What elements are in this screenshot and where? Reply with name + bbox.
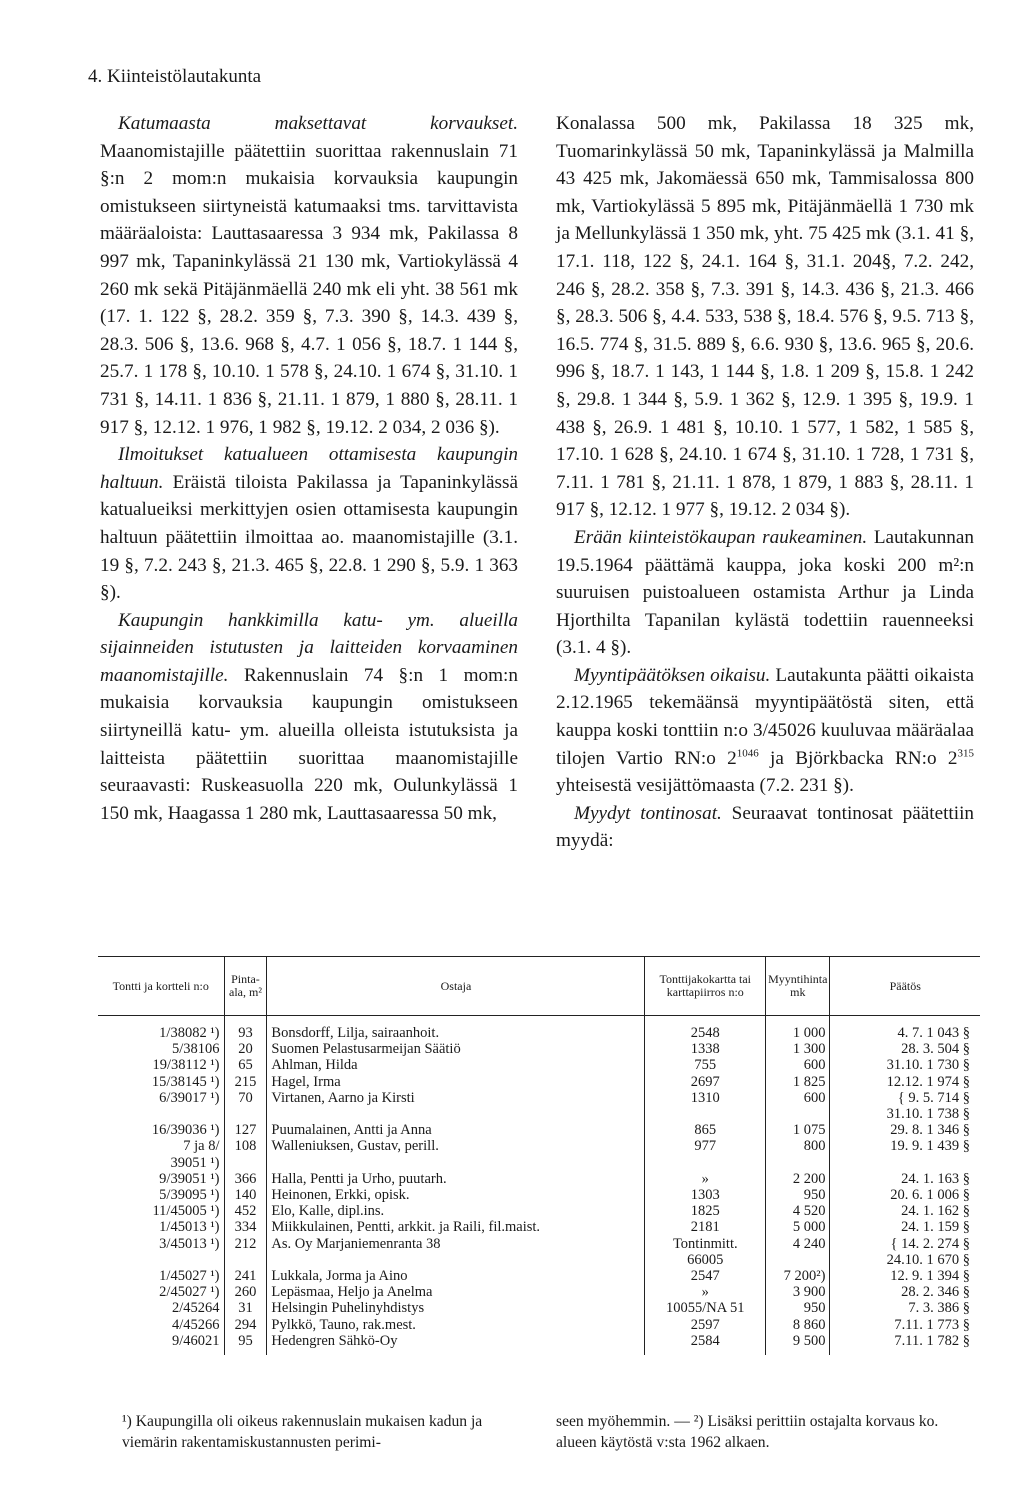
cell-kartta: 1310 — [645, 1090, 766, 1122]
cell-ostaja: Elo, Kalle, dipl.ins. — [267, 1203, 645, 1219]
cell-kartta: 2584 — [645, 1333, 766, 1355]
table-row — [98, 1236, 980, 1268]
paragraph-body: Rakennuslain 74 §:n 1 mom:n mukaisia korvauksia kaupungin omistukseen siirtyneillä katu- ym. alueilla olleista istutuksista ja laitteista päätettiin suorittaa maanomistajille seuraavasti: Ruskeasuolla 220 mk, Oulunkylässä 1 150 mk, Haagassa 1 280 mk, Lauttasaaressa 50 mk, — [100, 664, 518, 824]
running-header: 4. Kiinteistölautakunta — [88, 66, 262, 87]
cell-kartta: 2181 — [645, 1219, 766, 1235]
cell-ostaja: Helsingin Puhelinyhdistys — [267, 1300, 645, 1316]
col-header-ostaja: Ostaja — [267, 957, 645, 1016]
cell-ala: 127 — [224, 1122, 267, 1138]
paragraph-sale-cancellation — [556, 524, 974, 662]
cell-ala: 108 — [224, 1138, 267, 1170]
paragraph-title: Myyntipäätöksen oikaisu. — [574, 664, 771, 686]
cell-paatos: 24. 1. 163 § — [830, 1171, 980, 1187]
cell-ostaja: Lukkala, Jorma ja Aino — [267, 1268, 645, 1284]
cell-hinta: 8 860 — [766, 1317, 830, 1333]
table-row — [98, 1300, 980, 1316]
table-row — [98, 1268, 980, 1284]
cell-paatos: 31.10. 1 730 § — [830, 1057, 980, 1073]
cell-tontti: 7 ja 8/ 39051 ¹) — [170, 1138, 220, 1171]
cell-tontti: 5/39095 ¹) — [159, 1187, 220, 1204]
cell-ala: 366 — [224, 1171, 267, 1187]
paragraph-title: Kaupungin hankkimilla katu- ym. alueilla sijainneiden istutusten ja laitteiden korvaaminen maanomistajille. — [100, 609, 518, 686]
col-header-kartta: Tonttijakokartta tai karttapiirros n:o — [645, 957, 766, 1016]
cell-hinta: 800 — [766, 1138, 830, 1170]
cell-paatos: { 14. 2. 274 § 24.10. 1 670 § — [830, 1236, 980, 1268]
paragraph-title: Erään kiinteistökaupan raukeaminen. — [574, 526, 868, 548]
paragraph-body: Maanomistajille päätettiin suorittaa rakennuslain 71 §:n 2 mom:n mukaisia korvauksia kaupungin omistukseen siirtyneistä katumaaksi tms. tarvittavista määräaloista: Lauttasaaressa 3 934 mk, Pakilassa 8 997 mk, Tapaninkylässä 21 130 mk, Vartiokylässä 4 260 mk sekä Pitäjänmäellä 240 mk eli yht. 38 561 mk (17. 1. 122 §, 28.2. 359 §, 7.3. 390 §, 14.3. 439 §, 28.3. 506 §, 13.6. 968 §, 4.7. 1 056 §, 18.7. 1 144 §, 25.7. 1 178 §, 10.10. 1 578 §, 24.10. 1 674 §, 31.10. 1 731 §, 14.11. 1 836 §, 21.11. 1 879, 1 880 §, 28.11. 1 917 §, 12.12. 1 976, 1 982 §, 19.12. 2 034, 2 036 §). — [100, 140, 518, 438]
cell-ostaja: Halla, Pentti ja Urho, puutarh. — [267, 1171, 645, 1187]
cell-ala: 93 — [224, 1016, 267, 1042]
cell-kartta: » — [645, 1171, 766, 1187]
cell-tontti: 5/38106 — [171, 1041, 220, 1058]
cell-kartta: » — [645, 1284, 766, 1300]
cell-kartta: Tontinmitt. 66005 — [645, 1236, 766, 1268]
cell-ostaja: Heinonen, Erkki, opisk. — [267, 1187, 645, 1203]
cell-tontti: 1/45027 ¹) — [159, 1268, 220, 1285]
paragraph-sale-correction — [556, 662, 974, 800]
right-column — [556, 110, 974, 855]
cell-kartta: 2548 — [645, 1016, 766, 1042]
cell-hinta: 9 500 — [766, 1333, 830, 1355]
cell-paatos: 20. 6. 1 006 § — [830, 1187, 980, 1203]
cell-hinta: 1 825 — [766, 1074, 830, 1090]
cell-hinta: 5 000 — [766, 1219, 830, 1235]
cell-ala: 294 — [224, 1317, 267, 1333]
cell-ala: 20 — [224, 1041, 267, 1057]
cell-ostaja: Suomen Pelastusarmeijan Säätiö — [267, 1041, 645, 1057]
cell-hinta: 1 075 — [766, 1122, 830, 1138]
paragraph-body: Konalassa 500 mk, Pakilassa 18 325 mk, Tuomarinkylässä 50 mk, Tapaninkylässä ja Malmilla 43 425 mk, Jakomäessä 650 mk, Tammisalossa 800 mk, Vartiokylässä 5 895 mk, Pitäjänmäellä 1 730 mk ja Mellunkylässä 1 350 mk, yht. 75 425 mk (3.1. 41 §, 17.1. 118, 122 §, 24.1. 164 §, 31.1. 204§, 7.2. 242, 246 §, 28.2. 358 §, 7.3. 391 §, 14.3. 436 §, 21.3. 466 §, 28.3. 506 §, 4.4. 533, 538 §, 18.4. 576 §, 9.5. 713 §, 16.5. 774 §, 31.5. 889 §, 6.6. 930 §, 13.6. 965 §, 20.6. 996 §, 18.7. 1 143, 1 144 §, 1.8. 1 209 §, 15.8. 1 242 §, 29.8. 1 344 §, 5.9. 1 362 §, 12.9. 1 395 §, 19.9. 1 438 §, 26.9. 1 481 §, 10.10. 1 577, 1 582, 1 585 §, 17.10. 1 628 §, 24.10. 1 674 §, 31.10. 1 728, 1 731 §, 7.11. 1 781 §, 21.11. 1 878, 1 879, 1 883 §, 28.11. 1 917 §, 12.12. 1 977 §, 19.12. 2 034 §). — [556, 113, 974, 521]
cell-ostaja: Pylkkö, Tauno, rak.mest. — [267, 1317, 645, 1333]
cell-hinta: 4 520 — [766, 1203, 830, 1219]
cell-kartta: 865 — [645, 1122, 766, 1138]
cell-tontti: 19/38112 ¹) — [152, 1057, 220, 1074]
cell-paatos: 19. 9. 1 439 § — [830, 1138, 980, 1170]
col-header-ala: Pinta-ala, m² — [224, 957, 267, 1016]
left-column — [100, 110, 518, 827]
cell-ala: 260 — [224, 1284, 267, 1300]
cell-tontti: 1/38082 ¹) — [159, 1025, 220, 1041]
cell-tontti: 16/39036 ¹) — [151, 1122, 220, 1139]
cell-tontti: 6/39017 ¹) — [159, 1089, 220, 1106]
cell-paatos: 12.12. 1 974 § — [830, 1074, 980, 1090]
cell-paatos: 7. 3. 386 § — [830, 1300, 980, 1316]
cell-ala: 65 — [224, 1057, 267, 1073]
paragraph-title: Myydyt tontinosat. — [574, 802, 722, 824]
table-row — [98, 1284, 980, 1300]
table-row — [98, 1203, 980, 1219]
table-row — [98, 1057, 980, 1073]
cell-ala: 334 — [224, 1219, 267, 1235]
paragraph-plantings-compensation — [100, 607, 518, 828]
cell-ostaja: Ahlman, Hilda — [267, 1057, 645, 1073]
cell-hinta: 7 200²) — [766, 1268, 830, 1284]
paragraph-street-takeover-notices — [100, 441, 518, 607]
cell-ostaja: Hedengren Sähkö-Oy — [267, 1333, 645, 1355]
cell-tontti: 9/39051 ¹) — [159, 1170, 220, 1187]
cell-ostaja: Walleniuksen, Gustav, perill. — [267, 1138, 645, 1170]
cell-paatos: { 9. 5. 714 § 31.10. 1 738 § — [830, 1090, 980, 1122]
paragraph-body: yhteisestä vesijättömaasta (7.2. 231 §). — [556, 775, 854, 797]
cell-paatos: 12. 9. 1 394 § — [830, 1268, 980, 1284]
cell-tontti: 9/46021 — [171, 1332, 220, 1349]
cell-ostaja: Bonsdorff, Lilja, sairaanhoit. — [267, 1016, 645, 1042]
cell-kartta: 1825 — [645, 1203, 766, 1219]
cell-hinta: 2 200 — [766, 1171, 830, 1187]
cell-paatos: 24. 1. 159 § — [830, 1219, 980, 1235]
cell-hinta: 1 000 — [766, 1016, 830, 1042]
paragraph-continuation — [556, 110, 974, 524]
cell-ostaja: Hagel, Irma — [267, 1074, 645, 1090]
cell-paatos: 29. 8. 1 346 § — [830, 1122, 980, 1138]
cell-tontti: 2/45264 — [171, 1300, 220, 1317]
cell-kartta: 2597 — [645, 1317, 766, 1333]
cell-paatos: 24. 1. 162 § — [830, 1203, 980, 1219]
table-body — [98, 1016, 980, 1356]
cell-kartta: 2547 — [645, 1268, 766, 1284]
cell-paatos: 7.11. 1 782 § — [830, 1333, 980, 1355]
cell-hinta: 1 300 — [766, 1041, 830, 1057]
cell-kartta: 1338 — [645, 1041, 766, 1057]
cell-ala: 241 — [224, 1268, 267, 1284]
table-row — [98, 1187, 980, 1203]
cell-hinta: 600 — [766, 1057, 830, 1073]
table-row — [98, 1016, 980, 1042]
paragraph-title: Katumaasta maksettavat korvaukset. — [118, 113, 518, 134]
cell-ostaja: Puumalainen, Antti ja Anna — [267, 1122, 645, 1138]
table-row — [98, 1219, 980, 1235]
cell-hinta: 4 240 — [766, 1236, 830, 1268]
cell-ostaja: Virtanen, Aarno ja Kirsti — [267, 1090, 645, 1122]
cell-kartta: 755 — [645, 1057, 766, 1073]
superscript: 1046 — [736, 747, 759, 760]
cell-ala: 95 — [224, 1333, 267, 1355]
table-row — [98, 1041, 980, 1057]
table-row — [98, 1138, 980, 1170]
cell-hinta: 3 900 — [766, 1284, 830, 1300]
paragraph-title: Ilmoitukset katualueen ottamisesta kaupungin haltuun. — [100, 444, 518, 493]
cell-tontti: 4/45266 — [171, 1316, 220, 1333]
paragraph-sold-plots — [556, 800, 974, 855]
cell-ala: 31 — [224, 1300, 267, 1316]
cell-paatos: 28. 2. 346 § — [830, 1284, 980, 1300]
cell-tontti: 1/45013 ¹) — [159, 1219, 220, 1236]
cell-ala: 70 — [224, 1090, 267, 1122]
cell-ostaja: As. Oy Marjaniemenranta 38 — [267, 1236, 645, 1268]
cell-kartta: 977 — [645, 1138, 766, 1170]
footnote-left: ¹) Kaupungilla oli oikeus rakennuslain mukaisen kadun ja viemärin rakentamiskustannusten perimi- — [122, 1413, 483, 1451]
footnote-right: seen myöhemmin. — ²) Lisäksi perittiin ostajalta korvaus ko. alueen käytöstä v:sta 1962 alkaen. — [556, 1413, 939, 1451]
paragraph-body: Lautakunnan 19.5.1964 päättämä kauppa, joka koski 200 m²:n suuruisen puistoalueen ostamista Arthur ja Linda Hjorthilta Tapanilan kylästä todettiin rauenneeksi (3.1. 4 §). — [556, 526, 974, 659]
cell-ala: 452 — [224, 1203, 267, 1219]
superscript: 315 — [957, 747, 975, 760]
cell-ala: 215 — [224, 1074, 267, 1090]
col-header-hinta: Myyntihinta mk — [766, 957, 830, 1016]
table-row — [98, 1333, 980, 1355]
cell-ala: 140 — [224, 1187, 267, 1203]
cell-tontti: 11/45005 ¹) — [152, 1203, 220, 1220]
cell-hinta: 950 — [766, 1187, 830, 1203]
table-header-row — [98, 957, 980, 1016]
paragraph-body: Seuraavat tontinosat päätettiin myydä: — [556, 802, 975, 852]
cell-ostaja: Miikkulainen, Pentti, arkkit. ja Raili, fil.maist. — [267, 1219, 645, 1235]
cell-tontti: 3/45013 ¹) — [159, 1235, 220, 1252]
cell-kartta: 2697 — [645, 1074, 766, 1090]
cell-ostaja: Lepäsmaa, Heljo ja Anelma — [267, 1284, 645, 1300]
cell-paatos: 4. 7. 1 043 § — [830, 1016, 980, 1042]
paragraph-body: Lautakunta päätti oikaista 2.12.1965 tekemäänsä myyntipäätöstä siten, että kauppa koski tonttiin n:o 3/45026 kuuluvaa määräalaa tilojen Vartio RN:o 2 — [556, 664, 975, 769]
table-row — [98, 1122, 980, 1138]
table-row — [98, 1317, 980, 1333]
plot-sales-table — [98, 956, 980, 1355]
cell-paatos: 7.11. 1 773 § — [830, 1317, 980, 1333]
cell-ala: 212 — [224, 1236, 267, 1268]
cell-kartta: 10055/NA 51 — [645, 1300, 766, 1316]
paragraph-body: Eräistä tiloista Pakilassa ja Tapaninkylässä katualueiksi merkittyjen osien ottamisesta kaupungin haltuun päätettiin ilmoittaa ao. maanomistajille (3.1. 19 §, 7.2. 243 §, 21.3. 465 §, 22.8. 1 290 §, 5.9. 1 363 §). — [100, 471, 518, 604]
paragraph-body: ja Björkbacka RN:o 2 — [758, 747, 958, 769]
cell-tontti: 2/45027 ¹) — [159, 1284, 220, 1301]
cell-hinta: 600 — [766, 1090, 830, 1122]
table-row — [98, 1074, 980, 1090]
col-header-paatos: Päätös — [830, 957, 980, 1016]
col-header-tontti: Tontti ja kortteli n:o — [98, 957, 224, 1016]
table-row — [98, 1090, 980, 1122]
cell-kartta: 1303 — [645, 1187, 766, 1203]
cell-paatos: 28. 3. 504 § — [830, 1041, 980, 1057]
paragraph-street-land-compensation — [100, 110, 518, 441]
cell-tontti: 15/38145 ¹) — [151, 1073, 220, 1090]
cell-hinta: 950 — [766, 1300, 830, 1316]
table-row — [98, 1171, 980, 1187]
